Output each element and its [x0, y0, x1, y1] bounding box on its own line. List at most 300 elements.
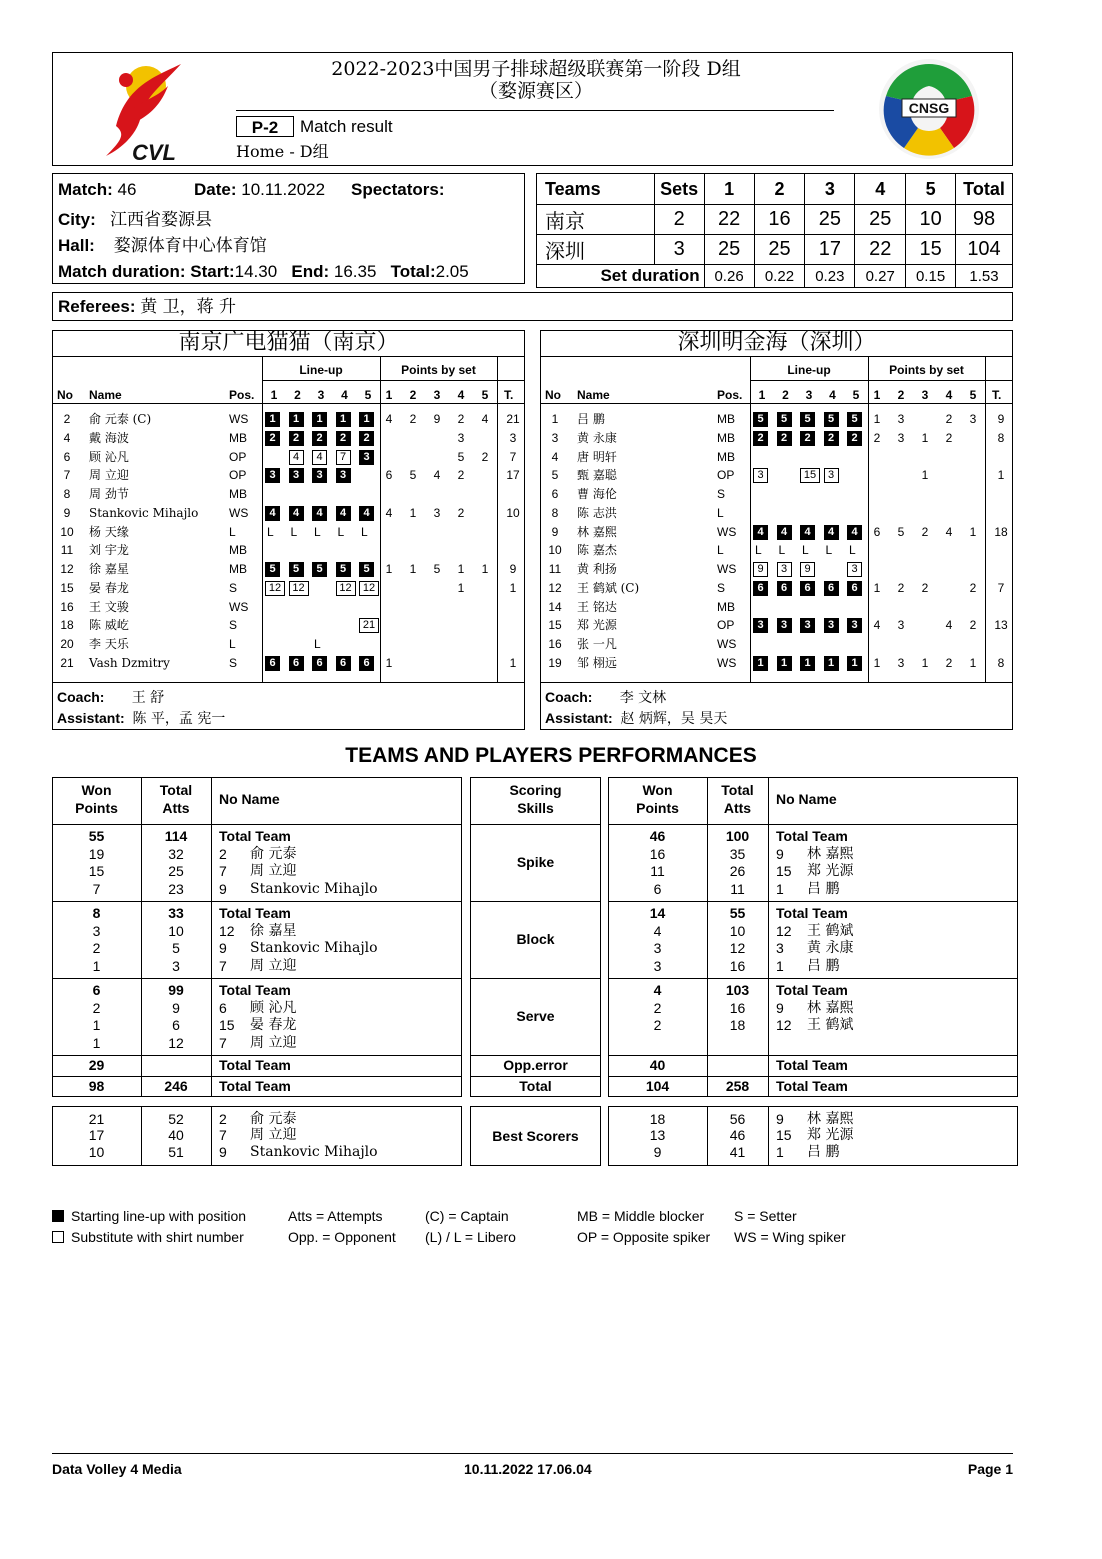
substitute-box: 3: [753, 468, 768, 483]
score-header-row: [537, 174, 1013, 205]
starting-position-box: 3: [824, 618, 839, 633]
player-name: 黄 利扬: [577, 562, 617, 576]
attempts-value: 18: [729, 1017, 746, 1033]
player-row: [540, 410, 1013, 429]
player-number: 9: [63, 505, 71, 520]
section-rule: [52, 1076, 462, 1077]
footer-rule: [52, 1453, 1013, 1454]
substitute-square-icon: [52, 1231, 64, 1243]
match-duration: Match duration: Start:14.30 End: 16.35 Total:2.05: [58, 262, 469, 281]
set-points: 4: [433, 468, 441, 483]
set-points: 2: [921, 580, 929, 595]
player-number: 10: [60, 524, 74, 539]
home-group-label: Home - D组: [236, 142, 329, 161]
skill-label: Serve: [516, 1007, 555, 1024]
player-name: 王 铭达: [577, 599, 617, 614]
substitute-box: 4: [312, 450, 327, 465]
lineup-set-header: 5: [364, 388, 372, 402]
performance-title: TEAMS AND PLAYERS PERFORMANCES: [345, 744, 757, 767]
set-points: 3: [897, 412, 905, 426]
player-name: 俞 元泰: [250, 1111, 297, 1127]
player-row: [52, 616, 525, 635]
cvl-logo: [96, 56, 196, 164]
won-points-value: 16: [649, 845, 666, 862]
starting-position-box: 3: [359, 450, 374, 465]
score-header: 1: [704, 174, 754, 205]
total-team-label: Total Team: [776, 905, 848, 921]
total-team-label: Total Team: [776, 1057, 848, 1073]
player-position: WS: [717, 562, 737, 576]
starting-position-box: 5: [847, 412, 862, 427]
attempts-value: 25: [168, 863, 184, 879]
won-points-header: Won Points: [75, 782, 118, 816]
starting-position-box: 6: [777, 581, 792, 596]
attempts-value: 114: [164, 828, 188, 844]
player-name: 林 嘉熙: [807, 1111, 854, 1127]
roster-bottom-rule: [52, 682, 525, 683]
player-name: 林 嘉熙: [807, 845, 854, 862]
subheader-rule: [750, 380, 1013, 381]
player-number: 8: [63, 487, 71, 501]
player-total: 10: [506, 505, 520, 520]
score-row-home: [537, 205, 1013, 235]
player-name: 曹 海伦: [577, 487, 617, 501]
player-name: 吕 鹏: [807, 880, 840, 897]
starting-position-box: 3: [289, 468, 304, 483]
header-rule: [236, 110, 834, 111]
player-position: WS: [229, 505, 249, 520]
starting-position-box: 5: [312, 562, 327, 577]
set-points: 3: [457, 430, 465, 445]
player-number: 9: [219, 940, 227, 956]
points-set-header: 2: [409, 388, 417, 402]
player-number: 2: [63, 412, 71, 426]
starting-position-box: 5: [265, 562, 280, 577]
player-row: [52, 448, 525, 467]
player-number: 4: [63, 430, 71, 445]
legend-opp: Opp. = Opponent: [288, 1229, 396, 1245]
roster-bottom-rule: [540, 682, 1013, 683]
player-row: [52, 579, 525, 598]
total-team-label: Total Team: [219, 1057, 291, 1073]
total-header: T.: [504, 388, 514, 402]
set-points: 3: [897, 655, 905, 670]
player-position: L: [229, 637, 236, 651]
won-points-value: 2: [92, 999, 101, 1016]
starting-position-box: 4: [265, 506, 280, 521]
player-number: 1: [551, 412, 559, 426]
total-team-label: Total Team: [219, 905, 291, 921]
starting-square-icon: [52, 1210, 64, 1222]
legend-captain: (C) = Captain: [425, 1208, 509, 1224]
set-points: 2: [457, 468, 465, 483]
starting-position-box: 5: [824, 412, 839, 427]
set-duration-cell: 0.22: [754, 265, 805, 288]
starting-position-box: 6: [800, 581, 815, 596]
attempts-value: 9: [172, 999, 180, 1016]
starting-position-box: 1: [777, 656, 792, 671]
set-duration-cell: 0.26: [704, 265, 754, 288]
starting-position-box: 5: [359, 562, 374, 577]
player-row: [52, 410, 525, 429]
set-duration-cell: 1.53: [956, 265, 1013, 288]
attempts-value: 41: [729, 1143, 746, 1160]
attempts-value: 23: [168, 880, 184, 897]
set-points: 6: [873, 524, 881, 539]
player-number: 11: [60, 543, 74, 558]
player-name: 周 立迎: [89, 468, 129, 483]
player-total: 7: [509, 449, 517, 464]
player-number: 21: [60, 655, 74, 670]
starting-position-box: 1: [824, 656, 839, 671]
coach: Coach: 王 舒: [57, 689, 165, 706]
starting-position-box: 2: [359, 431, 374, 446]
player-position: WS: [717, 655, 737, 670]
attempts-value: 10: [168, 922, 184, 939]
player-number: 16: [60, 599, 74, 614]
attempts-value: 6: [172, 1017, 180, 1033]
lineup-set-header: 2: [294, 388, 301, 402]
set-points: 1: [873, 412, 881, 426]
player-row: [540, 448, 1013, 467]
score-cell: 22: [704, 205, 754, 235]
lineup-set-header: 1: [758, 388, 766, 402]
section-rule: [608, 901, 1018, 902]
player-number: 9: [776, 999, 784, 1016]
player-name: 徐 嘉星: [89, 562, 129, 576]
footer-timestamp: 10.11.2022 17.06.04: [464, 1461, 592, 1477]
substitute-box: 4: [289, 450, 304, 465]
set-points: 2: [921, 524, 929, 539]
player-total: 7: [997, 580, 1005, 595]
match-number: Match: 46: [58, 180, 137, 199]
attempts-value: 12: [729, 940, 746, 956]
player-name: 顾 沁凡: [250, 999, 297, 1016]
starting-position-box: 2: [824, 431, 839, 446]
won-points-value: 19: [88, 845, 105, 862]
player-position: MB: [717, 430, 735, 445]
starting-position-box: 4: [824, 525, 839, 540]
won-points-value: 1: [92, 1034, 101, 1051]
substitute-box: 12: [265, 581, 285, 596]
player-total: 8: [997, 430, 1005, 445]
lineup-set-header: 2: [782, 388, 789, 402]
won-points-value: 10: [88, 1143, 105, 1160]
points-set-header: 2: [897, 388, 905, 402]
starting-position-box: 5: [800, 412, 815, 427]
won-points-value: 46: [649, 828, 666, 844]
player-name: 甄 嘉聪: [577, 468, 617, 483]
player-row: [540, 504, 1013, 523]
section-rule: [470, 901, 601, 902]
starting-position-box: 6: [265, 656, 280, 671]
score-cell: 25: [704, 235, 754, 265]
starting-position-box: 3: [800, 618, 815, 633]
lineup-set-header: 4: [341, 388, 348, 402]
set-points: 1: [457, 580, 465, 595]
score-cell: 15: [906, 235, 956, 265]
set-points: 2: [457, 505, 465, 520]
header-rule: [52, 403, 525, 404]
set-points: 1: [921, 468, 929, 483]
player-total: 1: [997, 468, 1005, 483]
starting-position-box: 4: [753, 525, 768, 540]
starting-position-box: 2: [265, 431, 280, 446]
won-points-value: 4: [653, 982, 662, 998]
won-points-value: 104: [645, 1078, 670, 1094]
player-number: 7: [219, 863, 227, 879]
attempts-value: 55: [729, 905, 746, 921]
player-number: 12: [548, 580, 562, 595]
score-cell: 98: [956, 205, 1013, 235]
total-atts-header: Total Atts: [159, 782, 193, 816]
won-points-value: 3: [92, 922, 101, 939]
libero-mark: L: [267, 524, 274, 539]
legend-starting: Starting line-up with position: [52, 1207, 246, 1225]
starting-position-box: 1: [312, 412, 327, 427]
player-row: [52, 635, 525, 654]
player-total: 21: [506, 412, 520, 426]
won-points-value: 2: [92, 940, 101, 956]
set-points: 3: [897, 430, 905, 445]
starting-position-box: 2: [312, 431, 327, 446]
starting-position-box: 1: [359, 412, 374, 427]
player-name: 唐 明轩: [577, 449, 617, 464]
set-points: 1: [385, 562, 393, 576]
player-number: 7: [219, 1127, 227, 1144]
report-code: P-2: [236, 116, 294, 137]
points-by-set-header: Points by set: [401, 363, 476, 377]
team-title: 深圳明金海（深圳）: [677, 330, 876, 355]
attempts-value: 3: [172, 957, 180, 974]
total-team-label: Total Team: [219, 828, 291, 844]
set-duration-cell: 0.15: [906, 265, 956, 288]
starting-position-box: 5: [289, 562, 304, 577]
score-header: Teams: [537, 174, 655, 205]
player-number: 7: [63, 468, 71, 483]
attempts-value: 26: [729, 863, 746, 879]
player-name: 邹 栩远: [577, 655, 617, 670]
set-points: 4: [945, 524, 953, 539]
player-row: [52, 523, 525, 542]
player-row: [540, 598, 1013, 617]
points-set-header: 1: [385, 388, 393, 402]
pos-header: Pos.: [717, 388, 743, 402]
player-position: S: [717, 580, 726, 595]
player-position: WS: [229, 599, 249, 614]
lineup-header: Line-up: [787, 363, 831, 377]
player-number: 16: [548, 637, 562, 651]
won-points-value: 15: [88, 863, 105, 879]
score-header: 5: [906, 174, 956, 205]
subheader-rule: [262, 380, 525, 381]
player-name: 陈 志洪: [577, 505, 617, 520]
starting-position-box: 1: [336, 412, 351, 427]
section-rule: [608, 1076, 1018, 1077]
lineup-set-header: 4: [829, 388, 836, 402]
set-points: 1: [409, 562, 417, 576]
set-points: 2: [409, 412, 417, 426]
player-number: 12: [776, 1017, 792, 1033]
won-points-value: 8: [92, 905, 101, 921]
match-hall: Hall: 婺源体育中心体育馆: [58, 236, 267, 256]
player-position: S: [229, 580, 238, 595]
player-position: MB: [229, 487, 247, 501]
legend-s: S = Setter: [734, 1208, 797, 1224]
libero-mark: L: [849, 543, 856, 558]
total-team-label: Total Team: [776, 1078, 848, 1094]
starting-position-box: 4: [777, 525, 792, 540]
name-header: Name: [89, 388, 122, 402]
set-points: 2: [897, 580, 905, 595]
player-name: 王 鹤斌: [807, 922, 854, 939]
pos-header: Pos.: [229, 388, 255, 402]
score-cell: 104: [956, 235, 1013, 265]
player-number: 9: [776, 845, 784, 862]
player-position: OP: [717, 468, 735, 483]
section-rule: [52, 824, 462, 825]
starting-position-box: 1: [289, 412, 304, 427]
score-header: 4: [855, 174, 906, 205]
lineup-header: Line-up: [299, 363, 343, 377]
legend-libero: (L) / L = Libero: [425, 1229, 516, 1245]
starting-position-box: 5: [336, 562, 351, 577]
player-position: OP: [229, 468, 247, 483]
player-name: 俞 元泰: [250, 845, 297, 862]
player-total: 17: [506, 468, 520, 483]
set-points: 1: [921, 655, 929, 670]
substitute-box: 9: [800, 562, 815, 577]
points-set-header: 1: [873, 388, 881, 402]
player-position: MB: [717, 449, 735, 464]
set-points: 1: [457, 562, 465, 576]
set-points: 3: [897, 618, 905, 633]
coach: Coach: 李 文林: [545, 689, 667, 706]
section-rule: [470, 978, 601, 979]
won-points-value: 4: [653, 922, 662, 939]
libero-mark: L: [755, 543, 762, 558]
set-points: 2: [873, 430, 881, 445]
total-team-label: Total Team: [776, 982, 848, 998]
attempts-value: 33: [168, 905, 184, 921]
starting-position-box: 6: [359, 656, 374, 671]
player-position: MB: [229, 562, 247, 576]
set-points: 4: [481, 412, 489, 426]
player-name: 郑 光源: [807, 1127, 854, 1144]
won-points-value: 98: [88, 1078, 105, 1094]
won-points-value: 11: [650, 863, 665, 879]
player-name: 郑 光源: [577, 618, 617, 633]
section-rule: [470, 1076, 601, 1077]
player-position: L: [717, 505, 724, 520]
won-points-value: 2: [653, 1017, 662, 1033]
competition-subtitle: （婺源赛区）: [478, 80, 593, 102]
score-cell: 16: [754, 205, 805, 235]
player-name: 周 立迎: [250, 1034, 297, 1051]
set-points: 3: [433, 505, 441, 520]
footer-left: Data Volley 4 Media: [52, 1461, 182, 1477]
player-name: 王 文骏: [89, 599, 129, 614]
attempts-value: 100: [725, 828, 750, 844]
player-name: Stankovic Mihajlo: [250, 1143, 378, 1160]
skill-label: Spike: [516, 853, 555, 870]
score-header: Sets: [654, 174, 704, 205]
won-points-value: 7: [92, 880, 101, 897]
player-name: 王 鹤斌 (C): [577, 580, 640, 595]
won-points-value: 17: [88, 1127, 105, 1144]
substitute-box: 12: [336, 581, 356, 596]
no-header: No: [57, 388, 73, 402]
attempts-value: 16: [729, 999, 746, 1016]
set-duration-label: Set duration: [537, 265, 705, 288]
player-number: 3: [776, 940, 784, 956]
player-row: [52, 541, 525, 560]
attempts-value: 52: [168, 1111, 184, 1127]
score-cell: 17: [805, 235, 855, 265]
starting-position-box: 6: [289, 656, 304, 671]
score-cell: 22: [855, 235, 906, 265]
player-row: [540, 429, 1013, 448]
player-position: MB: [717, 412, 735, 426]
team-title: 南京广电猫猫（南京）: [178, 330, 399, 355]
assistant-coach: Assistant: 陈 平，孟 宪一: [57, 710, 226, 727]
won-points-header: Won Points: [636, 782, 679, 816]
player-name: 俞 元泰 (C): [89, 412, 152, 426]
score-header: Total: [956, 174, 1013, 205]
section-rule: [52, 1055, 462, 1056]
total-atts-header: Total Atts: [721, 782, 754, 816]
set-points: 5: [457, 449, 465, 464]
player-row: [52, 654, 525, 673]
attempts-value: 35: [729, 845, 746, 862]
player-total: 1: [509, 655, 517, 670]
player-name: Vash Dzmitry: [89, 655, 170, 670]
set-points: 6: [385, 468, 393, 483]
starting-position-box: 6: [824, 581, 839, 596]
set-duration-cell: 0.23: [805, 265, 855, 288]
best-scorers-label: Best Scorers: [492, 1128, 579, 1144]
starting-position-box: 4: [359, 506, 374, 521]
player-number: 11: [548, 562, 562, 576]
player-name: Stankovic Mihajlo: [250, 880, 378, 897]
player-name: 吕 鹏: [577, 412, 605, 426]
won-points-value: 3: [653, 940, 662, 956]
player-row: [540, 635, 1013, 654]
team-name: 南京: [537, 205, 655, 235]
player-name: 周 劲节: [89, 487, 129, 501]
section-rule: [608, 978, 1018, 979]
substitute-box: 3: [847, 562, 862, 577]
match-date: Date: 10.11.2022: [194, 180, 326, 199]
attempts-value: 11: [730, 880, 745, 897]
player-position: S: [717, 487, 726, 501]
points-set-header: 5: [481, 388, 489, 402]
player-position: L: [229, 524, 236, 539]
set-points: 5: [433, 562, 441, 576]
starting-position-box: 1: [753, 656, 768, 671]
won-points-value: 29: [88, 1057, 105, 1073]
substitute-box: 15: [800, 468, 820, 483]
points-set-header: 4: [945, 388, 953, 402]
player-name: 周 立迎: [250, 1127, 297, 1144]
player-number: 9: [219, 1143, 227, 1160]
player-number: 12: [219, 922, 235, 939]
starting-position-box: 4: [336, 506, 351, 521]
player-name: 李 天乐: [89, 637, 129, 651]
total-team-label: Total Team: [776, 828, 848, 844]
starting-position-box: 2: [336, 431, 351, 446]
player-row: [52, 598, 525, 617]
